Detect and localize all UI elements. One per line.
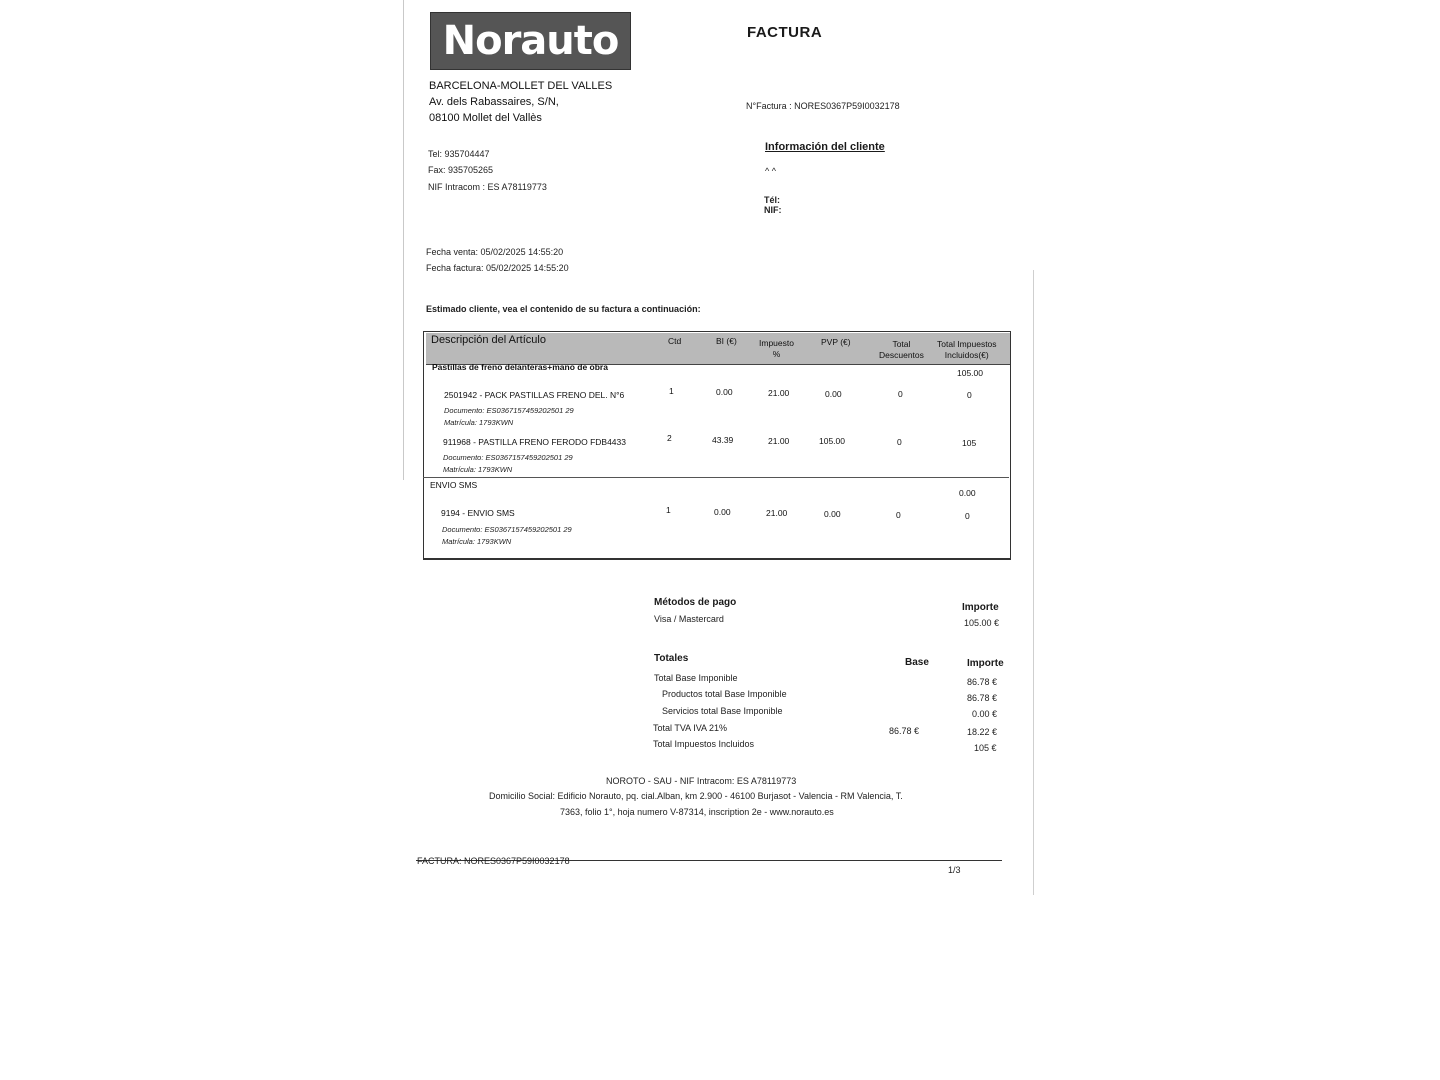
item-bi: 0.00 [714, 507, 731, 517]
totals-row-label: Total Impuestos Incluidos [653, 739, 755, 749]
intro-text: Estimado cliente, vea el contenido de su factura a continuación: [426, 304, 701, 314]
totals-base-label: Base [905, 657, 929, 668]
totals-row-importe: 0.00 € [972, 709, 998, 719]
store-nif: NIF Intracom : ES A78119773 [428, 182, 547, 192]
col-header-impuesto [759, 338, 794, 360]
item-matricula: Matrícula: 1793KWN [444, 418, 514, 427]
col-header-pvp: PVP (€) [821, 337, 851, 347]
totals-row-base: 86.78 € [889, 726, 920, 736]
page-number: 1/3 [948, 865, 961, 875]
group-name: ENVIO SMS [430, 480, 478, 490]
item-ctd: 1 [669, 386, 674, 396]
item-pvp: 0.00 [825, 389, 842, 399]
item-documento: Documento: ES0367157459202501 29 [444, 406, 574, 415]
footer-address-line1: Domicilio Social: Edificio Norauto, pq. cial.Alban, km 2.900 - 46100 Burjasot - Valencia - RM Valencia, T. [489, 791, 903, 801]
footer-company: NOROTO - SAU - NIF Intracom: ES A78119773 [606, 776, 797, 786]
item-descuento: 0 [898, 389, 903, 399]
footer-invoice-ref: FACTURA: NORES0367P59I0032178 [417, 856, 570, 866]
item-impuesto: 21.00 [766, 508, 788, 518]
client-name: ^ ^ [765, 166, 776, 176]
totals-row-label: Total Base Imponible [654, 673, 738, 683]
client-tel: Tél: [764, 195, 781, 205]
item-ctd: 2 [667, 433, 672, 443]
col-header-total [937, 339, 997, 361]
totals-row-importe: 86.78 € [967, 693, 998, 703]
totals-row-importe: 105 € [974, 743, 997, 753]
item-pvp: 105.00 [819, 436, 845, 446]
item-ctd: 1 [666, 505, 671, 515]
group-total: 105.00 [957, 368, 983, 378]
norauto-logo [430, 12, 631, 70]
item-matricula: Matrícula: 1793KWN [442, 537, 512, 546]
totals-row-importe: 86.78 € [967, 677, 998, 687]
group-separator [423, 477, 1009, 478]
totals-row-label: Servicios total Base Imponible [662, 706, 783, 716]
item-descuento: 0 [896, 510, 901, 520]
footer-address-line2: 7363, folio 1°, hoja numero V-87314, inscription 2e - www.norauto.es [560, 807, 834, 817]
item-documento: Documento: ES0367157459202501 29 [443, 453, 573, 462]
logo-text: Norauto [442, 18, 619, 64]
item-ref: 9194 - ENVIO SMS [441, 508, 515, 518]
item-bi: 43.39 [712, 435, 734, 445]
col-header-description: Descripción del Artículo [431, 334, 546, 346]
item-ref: 911968 - PASTILLA FRENO FERODO FDB4433 [443, 437, 626, 447]
invoice-number: N°Factura : NORES0367P59I0032178 [746, 101, 900, 111]
item-impuesto: 21.00 [768, 388, 790, 398]
item-bi: 0.00 [716, 387, 733, 397]
col-header-descuentos-line1: Total [892, 339, 911, 349]
item-total: 0 [967, 390, 972, 400]
client-nif: NIF: [764, 205, 782, 215]
col-header-bi: BI (€) [716, 336, 737, 346]
item-descuento: 0 [897, 437, 902, 447]
totals-row-label: Total TVA IVA 21% [653, 723, 728, 733]
item-pvp: 0.00 [824, 509, 841, 519]
item-documento: Documento: ES0367157459202501 29 [442, 525, 572, 534]
invoice-page [400, 0, 1040, 895]
totals-row-importe: 18.22 € [967, 727, 998, 737]
col-header-total-line1: Total Impuestos [937, 339, 997, 349]
payment-heading: Métodos de pago [654, 597, 737, 608]
store-name: BARCELONA-MOLLET DEL VALLES [429, 80, 613, 92]
store-address-line2: 08100 Mollet del Vallès [429, 112, 542, 124]
client-info-heading: Información del cliente [765, 141, 885, 153]
item-impuesto: 21.00 [768, 436, 790, 446]
item-matricula: Matrícula: 1793KWN [443, 465, 513, 474]
payment-amount: 105.00 € [964, 618, 1000, 628]
group-name: Pastillas de freno delanteras+mano de obra [432, 362, 608, 372]
totals-importe-label: Importe [967, 658, 1004, 669]
col-header-ctd: Ctd [668, 336, 682, 346]
store-fax: Fax: 935705265 [428, 165, 494, 175]
col-header-impuesto-line1: Impuesto [759, 338, 794, 348]
col-header-total-line2: Incluidos(€) [944, 350, 989, 360]
invoice-date: Fecha factura: 05/02/2025 14:55:20 [426, 263, 569, 273]
item-ref: 2501942 - PACK PASTILLAS FRENO DEL. N°6 [444, 390, 625, 400]
col-header-descuentos-line2: Descuentos [879, 350, 924, 360]
col-header-descuentos [879, 339, 924, 361]
totals-heading: Totales [654, 653, 689, 664]
payment-importe-label: Importe [962, 602, 999, 613]
item-total: 105 [962, 438, 977, 448]
group-total: 0.00 [959, 488, 976, 498]
payment-method: Visa / Mastercard [654, 614, 724, 624]
totals-row-label: Productos total Base Imponible [662, 689, 787, 699]
sale-date: Fecha venta: 05/02/2025 14:55:20 [426, 247, 564, 257]
invoice-title: FACTURA [747, 24, 823, 41]
store-address-line1: Av. dels Rabassaires, S/N, [429, 96, 559, 108]
store-tel: Tel: 935704447 [428, 149, 490, 159]
col-header-impuesto-line2: % [772, 349, 781, 359]
item-total: 0 [965, 511, 970, 521]
